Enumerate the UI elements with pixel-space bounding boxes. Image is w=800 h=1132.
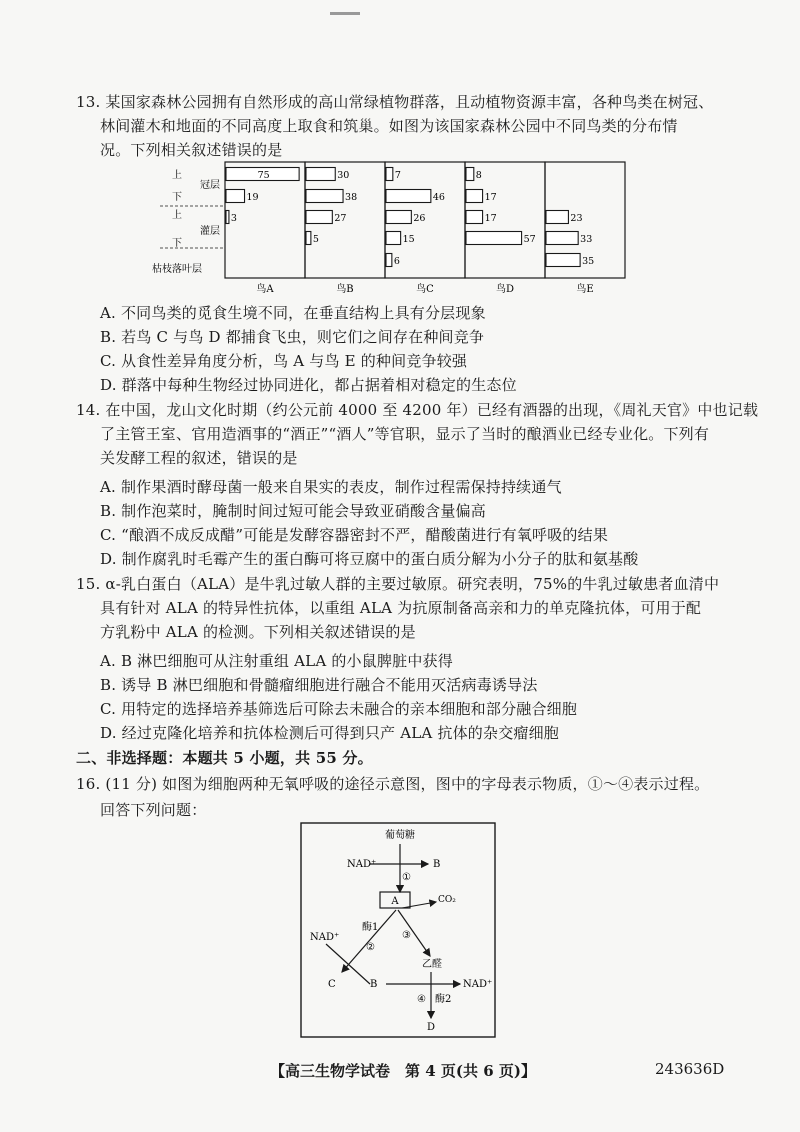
a-label: A bbox=[391, 896, 399, 907]
chart-bar bbox=[306, 232, 311, 245]
bird-distribution-chart bbox=[150, 160, 650, 300]
q15-line-3: 方乳粉中 ALA 的检测。下列相关叙述错误的是 bbox=[100, 623, 416, 641]
q13-line-1: 13. 某国家森林公园拥有自然形成的高山常绿植物群落，且动植物资源丰富，各种鸟类在树冠、 bbox=[76, 93, 714, 111]
chart-row-label: 枯枝落叶层 bbox=[152, 264, 202, 275]
chart-panel-2 bbox=[305, 162, 385, 295]
q13-option-c: C. 从食性差异角度分析，鸟 A 与鸟 E 的种间竞争较强 bbox=[100, 352, 468, 370]
q13-option-b: B. 若鸟 C 与鸟 D 都捕食飞虫，则它们之间存在种间竞争 bbox=[100, 328, 485, 346]
q15-option-a: A. B 淋巴细胞可从注射重组 ALA 的小鼠脾脏中获得 bbox=[100, 652, 453, 670]
chart-bar-label: 26 bbox=[413, 213, 426, 224]
q16-line-1: 16. (11 分) 如图为细胞两种无氧呼吸的途径示意图，图中的字母表示物质，①～④表示过程。 bbox=[76, 775, 710, 793]
chart-bar bbox=[226, 190, 245, 203]
chart-row-label: 灌层 bbox=[200, 226, 220, 237]
chart-bar-label: 57 bbox=[523, 234, 536, 245]
glucose-label: 葡萄糖 bbox=[385, 830, 415, 841]
chart-bar-label: 5 bbox=[312, 234, 319, 245]
chart-bar-label: 35 bbox=[582, 256, 595, 267]
chart-bar bbox=[546, 211, 568, 224]
chart-panel-3 bbox=[385, 162, 465, 295]
anaerobic-respiration-diagram bbox=[300, 822, 496, 1038]
chart-series-label: 鸟C bbox=[416, 284, 434, 295]
chart-bar-label: 38 bbox=[345, 192, 358, 203]
chart-series-label: 鸟E bbox=[576, 284, 594, 295]
chart-bar-label: 30 bbox=[337, 170, 350, 181]
q15-line-2: 具有针对 ALA 的特异性抗体，以重组 ALA 为抗原制备高亲和力的单克隆抗体，可用于配 bbox=[100, 599, 702, 617]
co2-label: CO₂ bbox=[438, 895, 456, 905]
q14-option-d: D. 制作腐乳时毛霉产生的蛋白酶可将豆腐中的蛋白质分解为小分子的肽和氨基酸 bbox=[100, 550, 639, 568]
diagram-frame bbox=[301, 823, 495, 1037]
chart-bar bbox=[386, 168, 393, 181]
chart-bar-label: 3 bbox=[230, 213, 237, 224]
chart-row-label: 冠层 bbox=[200, 180, 220, 191]
q15-option-b: B. 诱导 B 淋巴细胞和骨髓瘤细胞进行融合不能用灭活病毒诱导法 bbox=[100, 676, 538, 694]
chart-row-label: 下 bbox=[172, 238, 182, 249]
chart-bar bbox=[386, 211, 411, 224]
q13-option-d: D. 群落中每种生物经过协同进化，都占据着相对稳定的生态位 bbox=[100, 376, 517, 394]
c-label: C bbox=[328, 979, 336, 990]
q15-line-1: 15. α-乳白蛋白（ALA）是牛乳过敏人群的主要过敏原。研究表明，75%的牛乳过敏患者血清中 bbox=[76, 575, 720, 593]
chart-panel-1 bbox=[225, 162, 305, 295]
enzyme1-label: 酶1 bbox=[362, 922, 379, 933]
chart-panel-5 bbox=[545, 162, 625, 295]
chart-bar bbox=[306, 168, 335, 181]
chart-bar-label: 23 bbox=[570, 213, 583, 224]
chart-panel-4 bbox=[465, 162, 545, 295]
arrow-nad-to-b-2 bbox=[326, 944, 370, 984]
q16-line-2: 回答下列问题： bbox=[100, 801, 207, 819]
q14-option-a: A. 制作果酒时酵母菌一般来自果实的表皮，制作过程需保持持续通气 bbox=[100, 478, 562, 496]
chart-bar bbox=[546, 254, 580, 267]
step4-label: ④ bbox=[417, 994, 426, 1005]
chart-bar-label: 33 bbox=[580, 234, 593, 245]
footer-title: 【高三生物学试卷 第 4 页(共 6 页)】 bbox=[270, 1062, 536, 1080]
arrow-co2 bbox=[402, 902, 436, 908]
chart-bar bbox=[386, 232, 401, 245]
chart-bar bbox=[306, 211, 332, 224]
nad-label-3: NAD⁺ bbox=[463, 979, 493, 990]
chart-bar-label: 7 bbox=[394, 170, 401, 181]
q13-option-a: A. 不同鸟类的觅食生境不同，在垂直结构上具有分层现象 bbox=[100, 304, 486, 322]
q13-line-3: 况。下列相关叙述错误的是 bbox=[100, 141, 283, 159]
chart-series-label: 鸟D bbox=[495, 284, 515, 295]
q14-option-b: B. 制作泡菜时，腌制时间过短可能会导致亚硝酸含量偏高 bbox=[100, 502, 486, 520]
chart-series-label: 鸟A bbox=[256, 284, 274, 295]
q14-line-2: 了主管王室、官用造酒事的“酒正”“酒人”等官职，显示了当时的酿酒业已经专业化。下列有 bbox=[100, 425, 710, 443]
top-scan-mark bbox=[330, 12, 360, 15]
chart-bar-label: 46 bbox=[432, 192, 445, 203]
chart-bar-label: 17 bbox=[484, 213, 497, 224]
chart-bar-label: 19 bbox=[246, 192, 259, 203]
q15-option-c: C. 用特定的选择培养基筛选后可除去未融合的亲本细胞和部分融合细胞 bbox=[100, 700, 578, 718]
acetaldehyde-label: 乙醛 bbox=[422, 959, 442, 970]
step1-label: ① bbox=[402, 872, 411, 883]
section-2-heading: 二、非选择题：本题共 5 小题，共 55 分。 bbox=[76, 749, 373, 767]
arrow-step2 bbox=[342, 910, 396, 972]
chart-bar-label: 6 bbox=[393, 256, 400, 267]
chart-bar bbox=[466, 190, 483, 203]
chart-bar-label: 17 bbox=[484, 192, 497, 203]
q14-option-c: C. “酿酒不成反成醋”可能是发酵容器密封不严，醋酸菌进行有氧呼吸的结果 bbox=[100, 526, 609, 544]
chart-bar-label: 75 bbox=[257, 170, 270, 181]
chart-bar bbox=[226, 211, 229, 224]
q14-line-3: 关发酵工程的叙述，错误的是 bbox=[100, 449, 298, 467]
b-label-2: B bbox=[370, 979, 378, 990]
chart-row-label: 下 bbox=[172, 192, 182, 203]
q14-line-1: 14. 在中国，龙山文化时期（约公元前 4000 至 4200 年）已经有酒器的出现，《周礼天官》中也记载 bbox=[76, 401, 759, 419]
nad-label-1: NAD⁺ bbox=[347, 859, 377, 870]
chart-bar bbox=[466, 168, 474, 181]
chart-bar bbox=[386, 190, 431, 203]
chart-bar-label: 27 bbox=[334, 213, 347, 224]
chart-bar bbox=[466, 211, 483, 224]
chart-bar bbox=[306, 190, 343, 203]
step2-label: ② bbox=[366, 942, 375, 953]
enzyme2-label: 酶2 bbox=[435, 994, 452, 1005]
chart-series-label: 鸟B bbox=[336, 284, 354, 295]
chart-bar bbox=[546, 232, 578, 245]
nad-label-2: NAD⁺ bbox=[310, 932, 340, 943]
chart-row-label: 上 bbox=[172, 210, 182, 221]
chart-bar-label: 15 bbox=[402, 234, 415, 245]
d-label: D bbox=[427, 1022, 436, 1033]
chart-row-label: 上 bbox=[172, 170, 182, 181]
b-label-1: B bbox=[433, 859, 441, 870]
q15-option-d: D. 经过克隆化培养和抗体检测后可得到只产 ALA 抗体的杂交瘤细胞 bbox=[100, 724, 559, 742]
q13-line-2: 林间灌木和地面的不同高度上取食和筑巢。如图为该国家森林公园中不同鸟类的分布情 bbox=[100, 117, 678, 135]
footer-code: 243636D bbox=[655, 1060, 725, 1078]
chart-bar-label: 8 bbox=[475, 170, 482, 181]
chart-bar bbox=[386, 254, 392, 267]
step3-label: ③ bbox=[402, 930, 411, 941]
chart-bar bbox=[466, 232, 522, 245]
